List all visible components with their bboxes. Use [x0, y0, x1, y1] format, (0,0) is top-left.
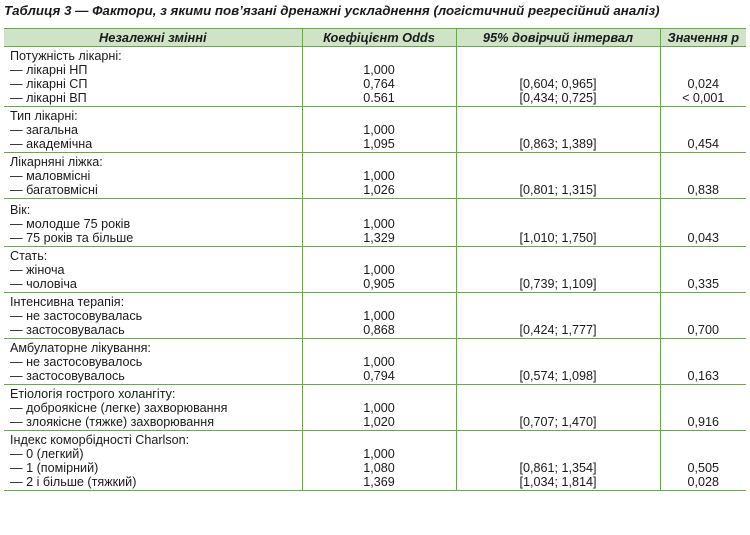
odds-value: 1,000: [363, 263, 395, 277]
variable-level: — маловмісні: [10, 169, 91, 183]
odds-cell: [302, 153, 456, 199]
group-title: Потужність лікарні:: [10, 49, 122, 63]
table-caption: Таблиця 3 — Фактори, з якими пов’язані дренажні ускладнення (логістичний регресійний аналіз): [4, 3, 660, 18]
variable-level: — не застосовувалось: [10, 355, 143, 369]
p-value-cell: [660, 247, 746, 293]
spacer: [661, 295, 747, 309]
group-title: Вік:: [10, 203, 31, 217]
odds-cell: [302, 385, 456, 431]
odds-value: 0,794: [363, 369, 395, 383]
p-value-value: 0,024: [687, 77, 719, 91]
ci-value: [0,739; 1,109]: [519, 277, 597, 291]
odds-value: 1,000: [363, 355, 395, 369]
spacer: [303, 387, 456, 401]
p-value-value: [661, 217, 747, 231]
odds-cell: [302, 247, 456, 293]
spacer: [457, 249, 660, 263]
ci-value: [0,434; 0,725]: [519, 91, 597, 105]
table-row: [4, 293, 746, 339]
p-value-cell: [660, 293, 746, 339]
ci-cell: [456, 339, 660, 385]
spacer: [457, 387, 660, 401]
ci-value: [457, 263, 660, 277]
odds-value: 1,000: [363, 63, 395, 77]
p-value-cell: [660, 153, 746, 199]
ci-value: [0,707; 1,470]: [519, 415, 597, 429]
table-row: [4, 247, 746, 293]
variable-level: — 1 (помірний): [10, 461, 99, 475]
p-value-value: 0,335: [687, 277, 719, 291]
variable-cell: [4, 339, 302, 385]
variable-level: — 0 (легкий): [10, 447, 84, 461]
odds-cell: [302, 339, 456, 385]
variable-cell: [4, 153, 302, 199]
p-value-value: [661, 447, 747, 461]
ci-value: [457, 123, 660, 137]
header-variables: Незалежні змінні: [4, 29, 302, 47]
variable-cell: [4, 385, 302, 431]
variable-cell: [4, 199, 302, 247]
group-title: Стать:: [10, 249, 48, 263]
p-value-cell: [660, 47, 746, 107]
ci-cell: [456, 153, 660, 199]
ci-value: [0,863; 1,389]: [519, 137, 597, 151]
ci-value: [0,574; 1,098]: [519, 369, 597, 383]
odds-value: 1,329: [363, 231, 395, 245]
spacer: [303, 155, 456, 169]
p-value-cell: [660, 339, 746, 385]
p-value-cell: [660, 107, 746, 153]
odds-cell: [302, 47, 456, 107]
header-p-value: Значення p: [660, 29, 746, 47]
variable-level: — жіноча: [10, 263, 65, 277]
spacer: [303, 295, 456, 309]
ci-value: [0,801; 1,315]: [519, 183, 597, 197]
variable-cell: [4, 107, 302, 153]
spacer: [661, 109, 747, 123]
variable-level: — багатовмісні: [10, 183, 98, 197]
spacer: [457, 433, 660, 447]
variable-level: — лікарні ВП: [10, 91, 87, 105]
p-value-value: [661, 401, 747, 415]
header-odds: Коефіцієнт Odds: [302, 29, 456, 47]
ci-cell: [456, 47, 660, 107]
group-title: Амбулаторне лікування:: [10, 341, 151, 355]
p-value-value: 0,163: [687, 369, 719, 383]
variable-cell: [4, 47, 302, 107]
p-value-value: 0,454: [687, 137, 719, 151]
odds-value: 1,369: [363, 475, 395, 489]
p-value-value: 0,838: [687, 183, 719, 197]
spacer: [303, 49, 456, 63]
group-title: Тип лікарні:: [10, 109, 78, 123]
odds-value: 1,000: [363, 123, 395, 137]
ci-cell: [456, 293, 660, 339]
table-row: [4, 199, 746, 247]
table-row: [4, 385, 746, 431]
p-value-value: [661, 169, 747, 183]
spacer: [457, 49, 660, 63]
odds-value: 0.561: [363, 91, 395, 105]
table-row: [4, 47, 746, 107]
group-title: Лікарняні ліжка:: [10, 155, 103, 169]
variable-level: — загальна: [10, 123, 79, 137]
ci-value: [0,604; 0,965]: [519, 77, 597, 91]
variable-level: — лікарні СП: [10, 77, 88, 91]
spacer: [303, 249, 456, 263]
variable-level: — чоловіча: [10, 277, 77, 291]
odds-cell: [302, 199, 456, 247]
variable-level: — академічна: [10, 137, 93, 151]
ci-value: [457, 355, 660, 369]
ci-cell: [456, 385, 660, 431]
ci-value: [457, 217, 660, 231]
odds-value: 1,020: [363, 415, 395, 429]
p-value-value: [661, 309, 747, 323]
p-value-value: [661, 355, 747, 369]
p-value-value: 0,700: [687, 323, 719, 337]
variable-level: — 75 років та більше: [10, 231, 134, 245]
spacer: [661, 203, 747, 217]
spacer: [661, 341, 747, 355]
table-row: [4, 431, 746, 491]
table-row: [4, 153, 746, 199]
ci-value: [457, 63, 660, 77]
spacer: [457, 341, 660, 355]
variable-cell: [4, 293, 302, 339]
variable-level: — не застосовувалась: [10, 309, 143, 323]
spacer: [303, 433, 456, 447]
ci-value: [457, 309, 660, 323]
ci-value: [1,010; 1,750]: [519, 231, 597, 245]
odds-value: 1,080: [363, 461, 395, 475]
odds-cell: [302, 293, 456, 339]
ci-value: [0,861; 1,354]: [519, 461, 597, 475]
odds-value: 1,095: [363, 137, 395, 151]
group-title: Етіологія гострого холангіту:: [10, 387, 176, 401]
spacer: [661, 433, 747, 447]
p-value-value: 0,505: [687, 461, 719, 475]
variable-level: — застосовувалось: [10, 369, 125, 383]
table-row: [4, 107, 746, 153]
ci-value: [457, 169, 660, 183]
odds-value: 1,000: [363, 217, 395, 231]
odds-value: 0,868: [363, 323, 395, 337]
odds-value: 0,905: [363, 277, 395, 291]
p-value-value: [661, 123, 747, 137]
spacer: [303, 109, 456, 123]
odds-ratio-table: [4, 28, 746, 491]
table-body: [4, 47, 746, 491]
p-value-cell: [660, 431, 746, 491]
odds-value: 1,026: [363, 183, 395, 197]
ci-cell: [456, 107, 660, 153]
spacer: [457, 203, 660, 217]
odds-value: 1,000: [363, 309, 395, 323]
odds-value: 1,000: [363, 169, 395, 183]
spacer: [457, 155, 660, 169]
p-value-value: 0,916: [687, 415, 719, 429]
odds-cell: [302, 107, 456, 153]
p-value-value: [661, 263, 747, 277]
odds-value: 1,000: [363, 447, 395, 461]
p-value-value: 0,028: [687, 475, 719, 489]
spacer: [661, 155, 747, 169]
group-title: Інтенсивна терапія:: [10, 295, 125, 309]
ci-cell: [456, 247, 660, 293]
odds-value: 0,764: [363, 77, 395, 91]
variable-level: — застосовувалась: [10, 323, 125, 337]
p-value-cell: [660, 385, 746, 431]
spacer: [457, 109, 660, 123]
odds-value: 1,000: [363, 401, 395, 415]
header-row: [4, 29, 746, 47]
spacer: [457, 295, 660, 309]
variable-level: — лікарні НП: [10, 63, 88, 77]
variable-cell: [4, 431, 302, 491]
ci-cell: [456, 199, 660, 247]
ci-cell: [456, 431, 660, 491]
variable-cell: [4, 247, 302, 293]
ci-value: [0,424; 1,777]: [519, 323, 597, 337]
group-title: Індекс коморбідності Charlson:: [10, 433, 190, 447]
spacer: [303, 203, 456, 217]
spacer: [661, 49, 747, 63]
ci-value: [457, 447, 660, 461]
header-ci: 95% довірчий інтервал: [456, 29, 660, 47]
p-value-value: 0,043: [687, 231, 719, 245]
table-row: [4, 339, 746, 385]
spacer: [661, 249, 747, 263]
p-value-value: [661, 63, 747, 77]
spacer: [661, 387, 747, 401]
variable-level: — молодше 75 років: [10, 217, 131, 231]
variable-level: — доброякісне (легке) захворювання: [10, 401, 228, 415]
variable-level: — злоякісне (тяжке) захворювання: [10, 415, 215, 429]
ci-value: [457, 401, 660, 415]
spacer: [303, 341, 456, 355]
odds-cell: [302, 431, 456, 491]
p-value-value: < 0,001: [682, 91, 725, 105]
ci-value: [1,034; 1,814]: [519, 475, 597, 489]
variable-level: — 2 і більше (тяжкий): [10, 475, 137, 489]
p-value-cell: [660, 199, 746, 247]
